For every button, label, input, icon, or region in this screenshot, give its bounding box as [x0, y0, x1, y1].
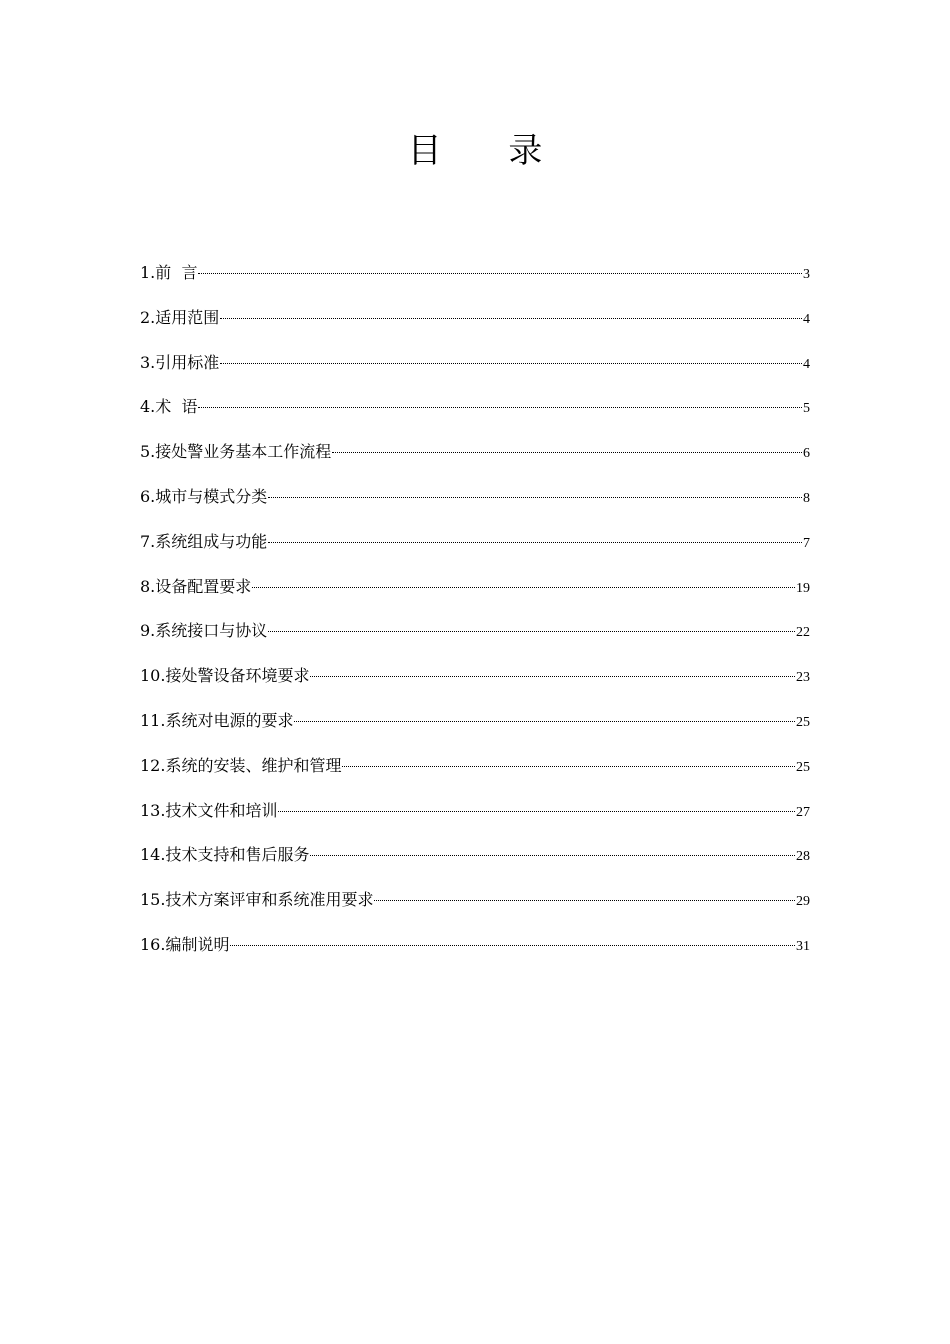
toc-page-number: 27 — [796, 804, 810, 820]
toc-page-number: 19 — [796, 580, 810, 596]
toc-entry-label: 2.适用范围 — [140, 307, 220, 327]
toc-entry[interactable] — [140, 307, 810, 352]
toc-entry-label: 6.城市与模式分类 — [140, 486, 268, 506]
dot-leader — [220, 318, 802, 319]
toc-page-number: 7 — [803, 535, 810, 551]
toc-entry-label: 3.引用标准 — [140, 352, 220, 372]
toc-page-number: 22 — [796, 625, 810, 641]
toc-page-number: 4 — [803, 356, 810, 372]
toc-page-number: 25 — [796, 714, 810, 730]
toc-entry[interactable] — [140, 396, 810, 441]
toc-entry-label: 5.接处警业务基本工作流程 — [140, 442, 332, 462]
toc-entry[interactable] — [140, 844, 810, 889]
dot-leader — [268, 497, 802, 498]
dot-leader — [278, 811, 795, 812]
dot-leader — [374, 900, 795, 901]
toc-entry[interactable] — [140, 620, 810, 665]
toc-entry[interactable] — [140, 352, 810, 397]
toc-entry-label: 10.接处警设备环境要求 — [140, 666, 310, 686]
dot-leader — [294, 721, 795, 722]
dot-leader — [332, 452, 802, 453]
toc-page-number: 5 — [803, 401, 810, 417]
toc-page-number: 4 — [803, 311, 810, 327]
toc-entry[interactable] — [140, 576, 810, 621]
dot-leader — [198, 407, 802, 408]
dot-leader — [268, 542, 802, 543]
toc-entry[interactable] — [140, 486, 810, 531]
toc-page-number: 6 — [803, 446, 810, 462]
dot-leader — [198, 273, 802, 274]
toc-entry-label: 7.系统组成与功能 — [140, 531, 268, 551]
toc-entry[interactable] — [140, 800, 810, 845]
dot-leader — [268, 631, 795, 632]
toc-page-number: 8 — [803, 490, 810, 506]
toc-entry-label: 8.设备配置要求 — [140, 576, 252, 596]
table-of-contents — [140, 262, 810, 979]
toc-entry[interactable] — [140, 441, 810, 486]
dot-leader — [252, 587, 795, 588]
toc-entry[interactable] — [140, 710, 810, 755]
toc-entry-label: 16.编制说明 — [140, 934, 230, 954]
dot-leader — [310, 676, 795, 677]
toc-page-number: 31 — [796, 938, 810, 954]
toc-page-number: 3 — [803, 267, 810, 282]
toc-entry-label: 15.技术方案评审和系统准用要求 — [140, 890, 374, 910]
dot-leader — [310, 855, 795, 856]
toc-page-number: 23 — [796, 670, 810, 686]
dot-leader — [342, 766, 795, 767]
toc-entry[interactable] — [140, 934, 810, 979]
toc-entry-label: 13.技术文件和培训 — [140, 800, 278, 820]
page-title: 目 录 — [407, 131, 571, 171]
dot-leader — [230, 945, 795, 946]
toc-entry-label: 14.技术支持和售后服务 — [140, 845, 310, 865]
toc-entry[interactable] — [140, 262, 810, 307]
toc-entry-label: 12.系统的安装、维护和管理 — [140, 755, 342, 775]
toc-entry[interactable] — [140, 889, 810, 934]
toc-entry-label: 9.系统接口与协议 — [140, 621, 268, 641]
dot-leader — [220, 363, 802, 364]
toc-page-number: 28 — [796, 849, 810, 865]
toc-entry[interactable] — [140, 531, 810, 576]
toc-entry-label: 4.术 语 — [140, 397, 198, 417]
toc-page-number: 25 — [796, 759, 810, 775]
toc-entry[interactable] — [140, 755, 810, 800]
toc-page-number: 29 — [796, 894, 810, 910]
toc-entry-label: 11.系统对电源的要求 — [140, 710, 294, 730]
toc-entry[interactable] — [140, 665, 810, 710]
toc-entry-label: 1.前 言 — [140, 263, 198, 282]
